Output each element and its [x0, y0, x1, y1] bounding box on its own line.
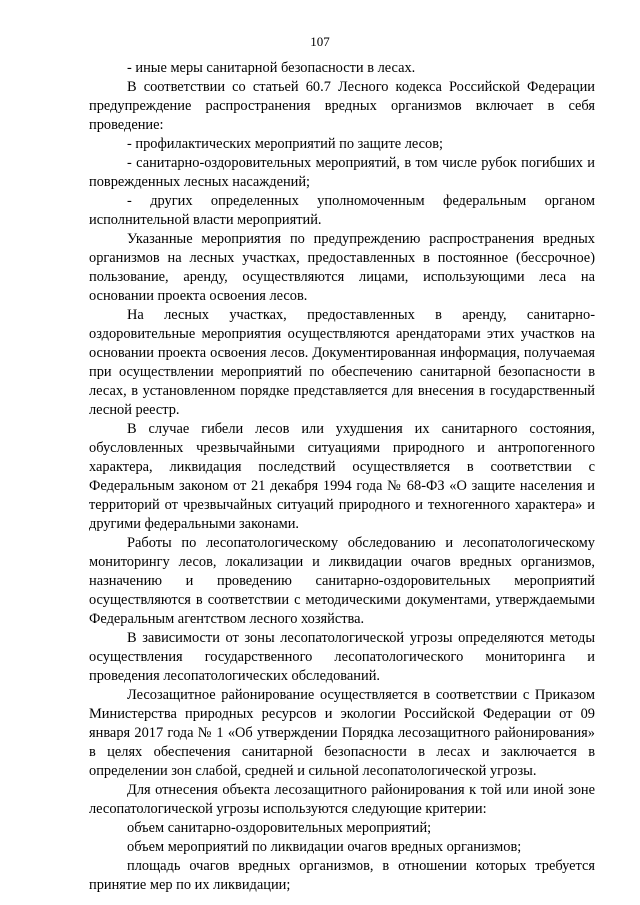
paragraph: Работы по лесопатологическому обследованию и лесопатологическому мониторингу лесов, локализации и ликвидации очагов вредных организмов, назначению и проведению санитарно-оздоровительных мероприятий осуществляются в соответствии с методическими документами, утверждаемыми Федеральным агентством лесного хозяйства. [89, 535, 595, 627]
list-item: - санитарно-оздоровительных мероприятий, в том числе рубок погибших и поврежденных лесных насаждений; [89, 155, 595, 190]
paragraph: На лесных участках, предоставленных в аренду, санитарно-оздоровительные мероприятия осуществляются арендаторами этих участков на основании проекта освоения лесов. Документированная информация, получаемая при осуществлении мероприятий по обеспечению санитарной безопасности в лесах, в установленном порядке представляется для внесения в государственный лесной реестр. [89, 307, 595, 418]
paragraph: В соответствии со статьей 60.7 Лесного кодекса Российской Федерации предупреждение распространения вредных организмов включает в себя проведение: [89, 79, 595, 133]
paragraph: Лесозащитное районирование осуществляется в соответствии с Приказом Министерства природных ресурсов и экологии Российской Федерации от 09 января 2017 года № 1 «Об утверждении Порядка лесозащитного районирования» в целях обеспечения санитарной безопасности в лесах и заключается в определении зон слабой, средней и сильной лесопатологической угрозы. [89, 687, 595, 779]
list-item: объем мероприятий по ликвидации очагов вредных организмов; [127, 839, 522, 855]
paragraph: Указанные мероприятия по предупреждению распространения вредных организмов на лесных участках, предоставленных в постоянное (бессрочное) пользование, аренду, осуществляются лицами, использующими леса на основании проекта освоения лесов. [89, 231, 595, 304]
document-body [89, 59, 595, 895]
paragraph: Для отнесения объекта лесозащитного районирования к той или иной зоне лесопатологической угрозы используются следующие критерии: [89, 782, 595, 817]
list-item: объем санитарно-оздоровительных мероприятий; [127, 820, 432, 836]
list-item: площадь очагов вредных организмов, в отношении которых требуется принятие мер по их ликвидации; [89, 858, 595, 893]
list-item: - других определенных уполномоченным федеральным органом исполнительной власти мероприятий. [89, 193, 595, 228]
paragraph: В случае гибели лесов или ухудшения их санитарного состояния, обусловленных чрезвычайными ситуациями природного и антропогенного характера, ликвидация последствий осуществляется в соответствии с Федеральным законом от 21 декабря 1994 года № 68-ФЗ «О защите населения и территорий от чрезвычайных ситуаций природного и техногенного характера» и другими федеральными законами. [89, 421, 595, 532]
page-number: 107 [310, 34, 330, 49]
paragraph: В зависимости от зоны лесопатологической угрозы определяются методы осуществления государственного лесопатологического мониторинга и проведения лесопатологических обследований. [89, 630, 595, 684]
list-item: - иные меры санитарной безопасности в лесах. [127, 60, 416, 76]
list-item: - профилактических мероприятий по защите лесов; [127, 136, 444, 152]
